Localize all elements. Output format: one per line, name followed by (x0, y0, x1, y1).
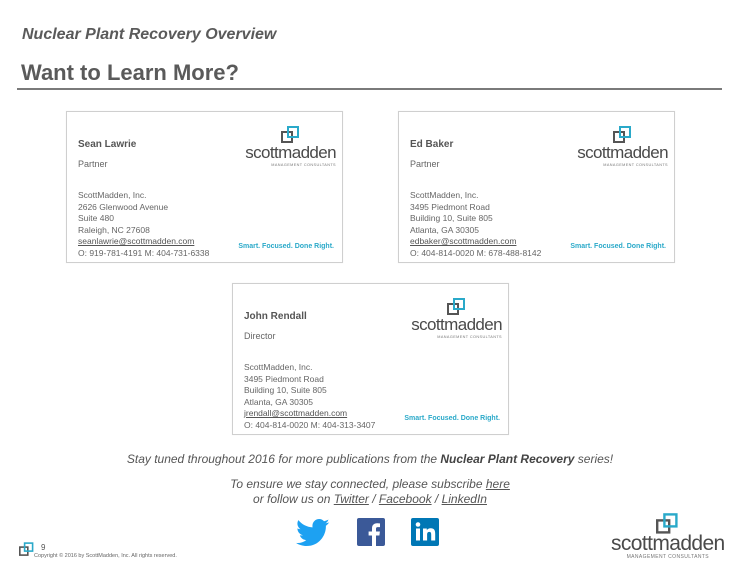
contact-address (78, 190, 209, 259)
title-divider (17, 88, 722, 90)
company-name: ScottMadden, Inc. (78, 190, 147, 200)
contact-name: John Rendall (244, 311, 307, 322)
logo-subtext: MANAGEMENT CONSULTANTS (626, 554, 710, 560)
phone-line: O: 404-814-0020 M: 678-488-8142 (410, 247, 542, 258)
copyright-notice: Copyright © 2016 by ScottMadden, Inc. All rights reserved. (34, 553, 177, 559)
contact-address (410, 190, 541, 259)
footer-logo-mark-icon (19, 542, 35, 557)
phone-line: O: 919-781-4191 M: 404-731-6338 (78, 247, 210, 258)
business-card-ed-baker (398, 111, 675, 263)
link-separator: / (368, 492, 379, 506)
street-line: 3495 Piedmont Road (410, 201, 490, 212)
contact-name: Sean Lawrie (78, 139, 137, 150)
brand-tagline: Smart. Focused. Done Right. (404, 415, 500, 422)
subscribe-text: To ensure we stay connected, please subscribe (230, 477, 486, 491)
logo-mark-icon (613, 126, 633, 144)
street-line: 3495 Piedmont Road (244, 373, 324, 384)
contact-name: Ed Baker (410, 139, 454, 150)
contact-role: Partner (78, 159, 108, 169)
facebook-link[interactable]: Facebook (378, 492, 432, 506)
series-announcement (0, 452, 740, 466)
slide-subtitle: Nuclear Plant Recovery Overview (22, 26, 277, 43)
city-line: Raleigh, NC 27608 (78, 224, 150, 235)
email-link[interactable]: seanlawrie@scottmadden.com (78, 236, 195, 246)
logo-wordmark: scottmadden (245, 143, 336, 162)
email-link[interactable]: jrendall@scottmadden.com (244, 408, 348, 418)
scottmadden-logo (245, 126, 336, 167)
announcement-post: series! (574, 452, 614, 466)
logo-mark-icon (281, 126, 301, 144)
logo-subtext: MANAGEMENT CONSULTANTS (603, 163, 668, 167)
scottmadden-logo (411, 298, 502, 339)
follow-line (0, 492, 740, 507)
contact-role: Partner (410, 159, 440, 169)
slide-title: Want to Learn More? (21, 60, 239, 85)
brand-tagline: Smart. Focused. Done Right. (238, 243, 334, 250)
city-line: Atlanta, GA 30305 (410, 224, 479, 235)
announcement-pre: Stay tuned throughout 2016 for more publications from the (126, 452, 441, 466)
twitter-icon[interactable] (296, 518, 330, 548)
logo-wordmark: scottmadden (611, 532, 725, 555)
follow-text: or follow us on (253, 492, 334, 506)
series-name: Nuclear Plant Recovery (440, 452, 575, 466)
street-line: 2626 Glenwood Avenue (78, 201, 169, 212)
business-card-sean-lawrie (66, 111, 343, 263)
suite-line: Building 10, Suite 805 (410, 213, 493, 223)
subscribe-line (0, 477, 740, 492)
subscribe-link[interactable]: here (485, 477, 510, 491)
subscribe-block (0, 477, 740, 507)
company-name: ScottMadden, Inc. (244, 362, 313, 372)
twitter-link[interactable]: Twitter (333, 492, 369, 506)
link-separator: / (431, 492, 442, 506)
facebook-icon[interactable] (357, 518, 385, 546)
logo-subtext: MANAGEMENT CONSULTANTS (437, 335, 502, 339)
footer-scottmadden-logo (611, 513, 725, 560)
contact-role: Director (244, 331, 276, 341)
business-card-john-rendall (232, 283, 509, 435)
company-name: ScottMadden, Inc. (410, 190, 479, 200)
email-link[interactable]: edbaker@scottmadden.com (410, 236, 517, 246)
logo-subtext: MANAGEMENT CONSULTANTS (271, 163, 336, 167)
city-line: Atlanta, GA 30305 (244, 396, 313, 407)
scottmadden-logo (577, 126, 668, 167)
logo-wordmark: scottmadden (411, 315, 502, 334)
logo-mark-icon (447, 298, 467, 316)
brand-tagline: Smart. Focused. Done Right. (570, 243, 666, 250)
linkedin-link[interactable]: LinkedIn (441, 492, 487, 506)
logo-wordmark: scottmadden (577, 143, 668, 162)
phone-line: O: 404-814-0020 M: 404-313-3407 (244, 419, 376, 430)
suite-line: Suite 480 (78, 213, 114, 223)
linkedin-icon[interactable] (411, 518, 439, 546)
page-number: 9 (41, 543, 46, 552)
suite-line: Building 10, Suite 805 (244, 385, 327, 395)
contact-address (244, 362, 375, 431)
